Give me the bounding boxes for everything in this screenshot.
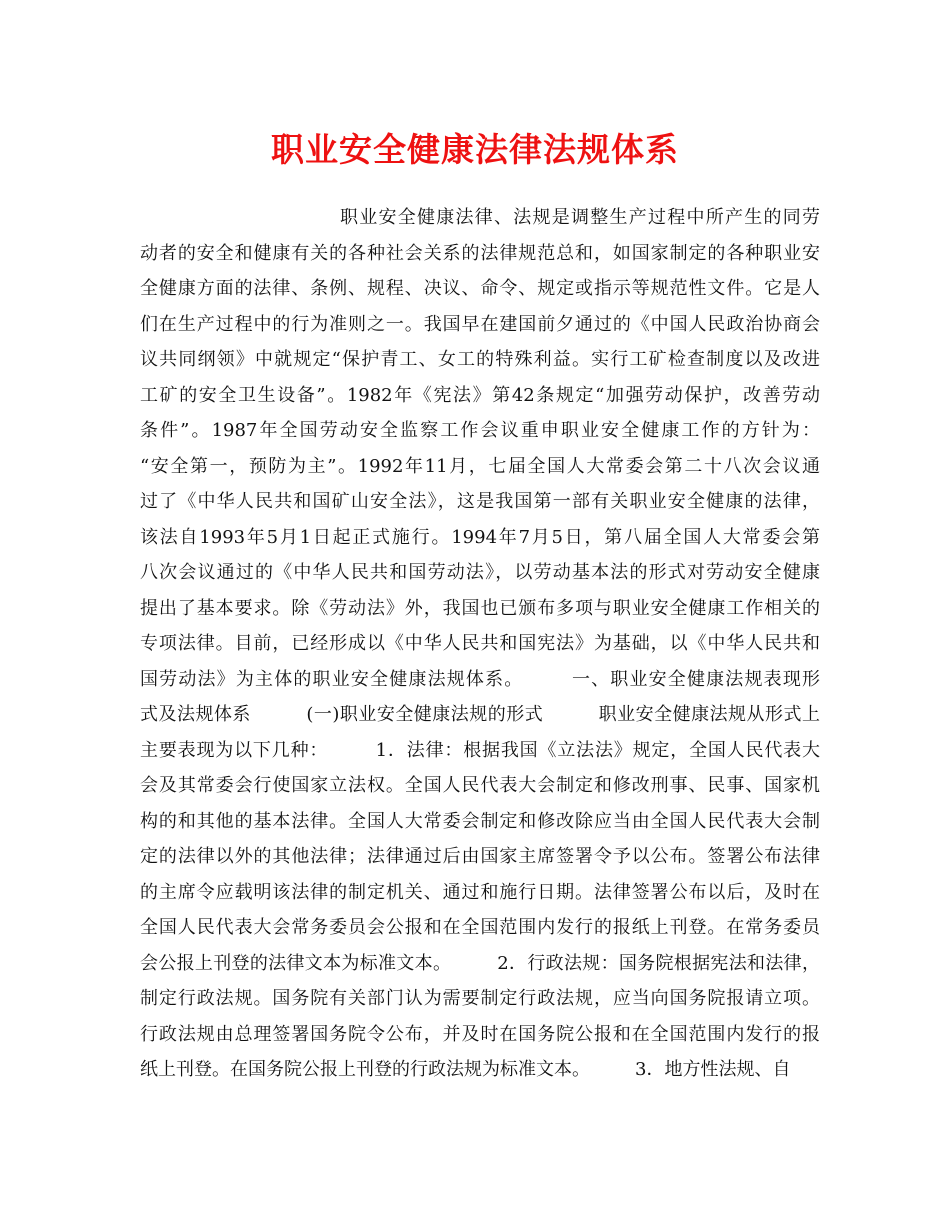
text-line: 会公报上刊登的法律文本为标准文本。 2．行政法规：国务院根据宪法和法律， (140, 952, 820, 974)
text-line: 国劳动法》为主体的职业安全健康法规体系。 一、职业安全健康法规表现形 (140, 668, 820, 690)
text-line: 主要表现为以下几种： 1．法律：根据我国《立法法》规定，全国人民代表大 (140, 739, 820, 761)
text-line: 该法自1993年5月1日起正式施行。1994年7月5日，第八届全国人大常委会第 (140, 526, 820, 548)
text-line: 定的法律以外的其他法律；法律通过后由国家主席签署令予以公布。签署公布法律 (140, 846, 820, 867)
text-line: 动者的安全和健康有关的各种社会关系的法律规范总和，如国家制定的各种职业安 (140, 242, 820, 264)
text-line: 全健康方面的法律、条例、规程、决议、命令、规定或指示等规范性文件。它是人 (140, 278, 820, 299)
text-line: 工矿的安全卫生设备”。1982年《宪法》第42条规定“加强劳动保护，改善劳动 (140, 384, 820, 406)
text-line: 提出了基本要求。除《劳动法》外，我国也已颁布多项与职业安全健康工作相关的 (140, 597, 820, 619)
body-paragraph (140, 200, 820, 1088)
text-line: 制定行政法规。国务院有关部门认为需要制定行政法规，应当向国务院报请立项。 (140, 988, 820, 1009)
text-line: 专项法律。目前，已经形成以《中华人民共和国宪法》为基础，以《中华人民共和 (140, 633, 820, 654)
text-line: 会及其常委会行使国家立法权。全国人民代表大会制定和修改刑事、民事、国家机 (140, 775, 820, 796)
text-line: 行政法规由总理签署国务院令公布，并及时在国务院公报和在全国范围内发行的报 (140, 1023, 820, 1045)
text-line: 八次会议通过的《中华人民共和国劳动法》，以劳动基本法的形式对劳动安全健康 (140, 562, 820, 583)
text-line: 构的和其他的基本法律。全国人大常委会制定和修改除应当由全国人民代表大会制 (140, 810, 820, 832)
text-line: 条件”。1987年全国劳动安全监察工作会议重申职业安全健康工作的方针为： (140, 420, 820, 441)
text-line: 议共同纲领》中就规定“保护青工、女工的特殊利益。实行工矿检查制度以及改进 (140, 349, 820, 370)
text-line: 全国人民代表大会常务委员会公报和在全国范围内发行的报纸上刊登。在常务委员 (140, 917, 820, 938)
text-line: 式及法规体系 (一)职业安全健康法规的形式 职业安全健康法规从形式上 (140, 704, 820, 725)
text-line: 纸上刊登。在国务院公报上刊登的行政法规为标准文本。 3．地方性法规、自 (140, 1059, 791, 1080)
text-line: “安全第一，预防为主”。1992年11月，七届全国人大常委会第二十八次会议通 (140, 455, 820, 477)
page-title: 职业安全健康法律法规体系 (271, 130, 679, 169)
text-line: 们在生产过程中的行为准则之一。我国早在建国前夕通过的《中国人民政治协商会 (140, 313, 820, 335)
text-line: 职业安全健康法律、法规是调整生产过程中所产生的同劳 (340, 207, 820, 228)
text-line: 过了《中华人民共和国矿山安全法》，这是我国第一部有关职业安全健康的法律， (140, 491, 820, 512)
text-line: 的主席令应载明该法律的制定机关、通过和施行日期。法律签署公布以后，及时在 (140, 881, 820, 903)
